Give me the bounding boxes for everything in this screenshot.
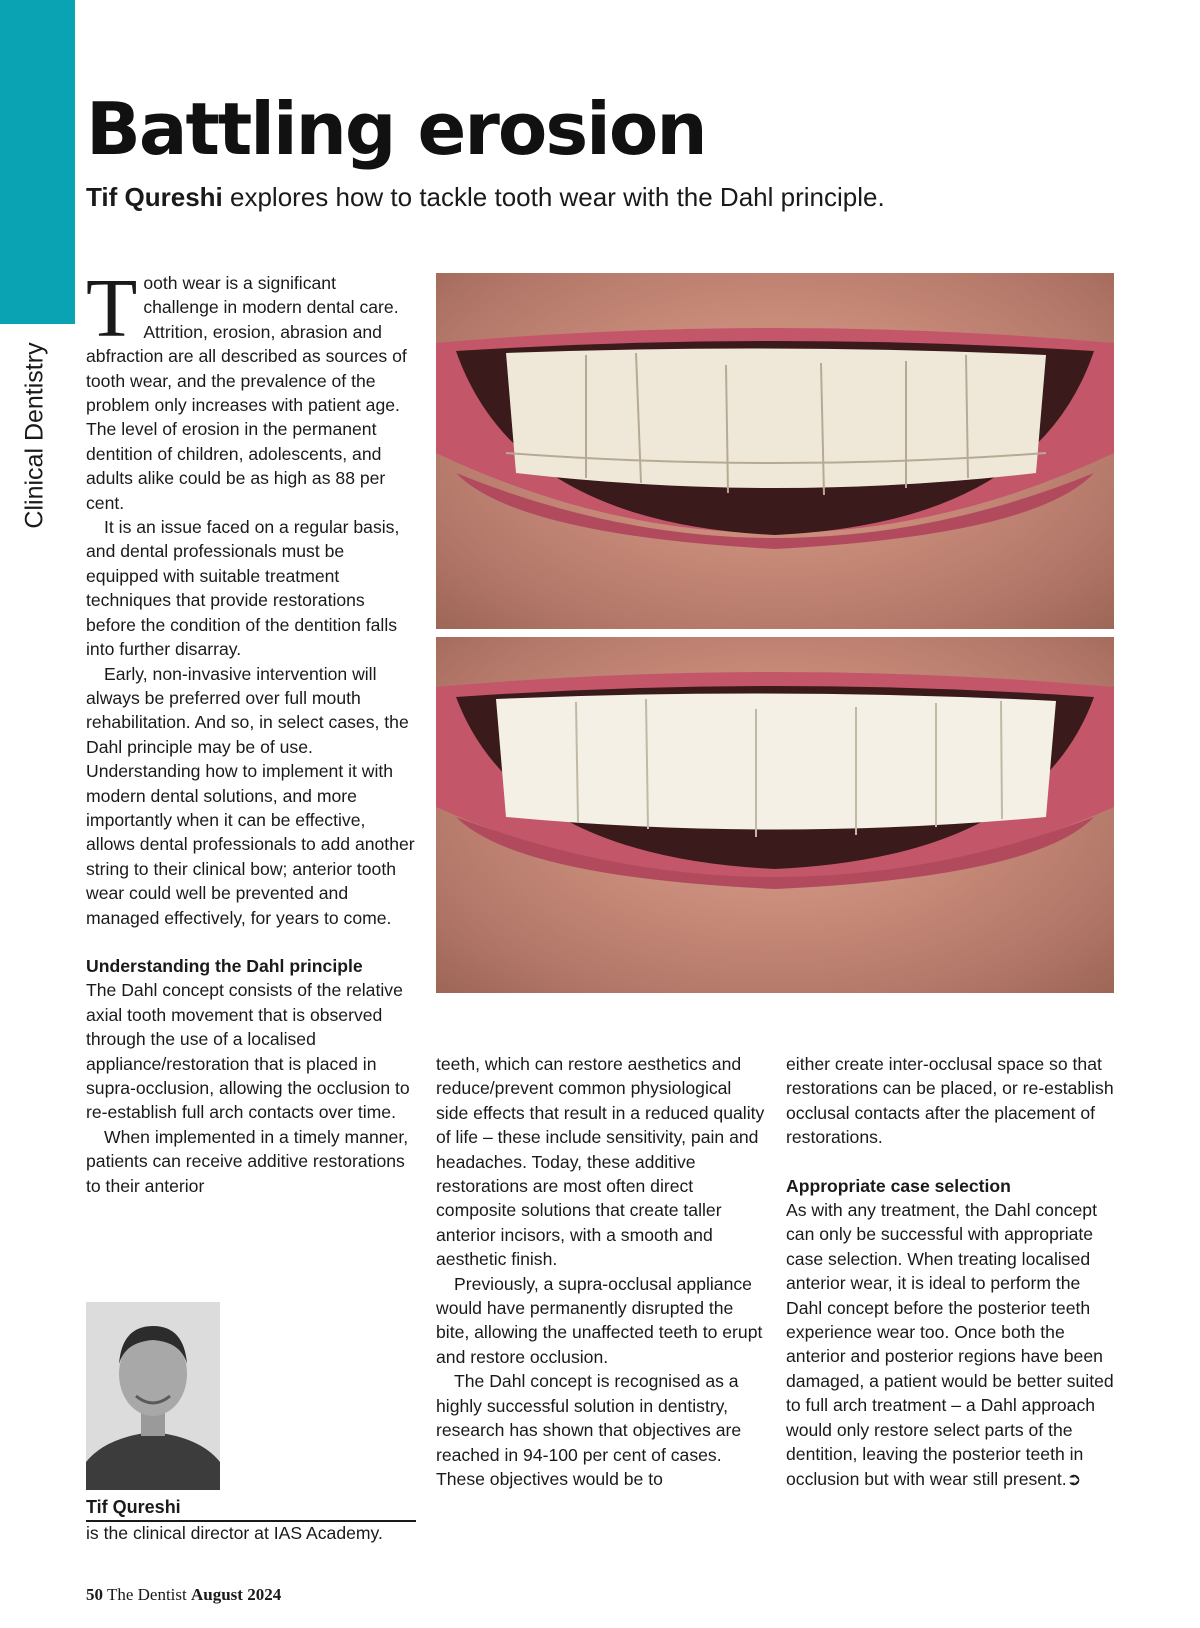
publication-name: The Dentist — [106, 1585, 187, 1604]
article-column-2 — [436, 1052, 766, 1491]
paragraph: either create inter-occlusal space so that restorations can be placed, or re-establish occlusal contacts after the placement of restorations. — [786, 1054, 1114, 1148]
subheading-dahl-principle: Understanding the Dahl principle — [86, 955, 363, 976]
end-of-page-arrow-icon: ➲ — [1066, 1468, 1082, 1489]
standfirst — [86, 182, 885, 213]
article-column-1 — [86, 262, 416, 1198]
author-portrait — [86, 1302, 220, 1490]
page-number: 50 — [86, 1585, 103, 1604]
standfirst-text: explores how to tackle tooth wear with the Dahl principle. — [222, 182, 885, 212]
smile-before-illustration — [436, 273, 1114, 629]
paragraph: When implemented in a timely manner, patients can receive additive restorations to their anterior — [86, 1126, 409, 1196]
subheading-case-selection: Appropriate case selection — [786, 1175, 1011, 1196]
standfirst-author: Tif Qureshi — [86, 182, 223, 212]
headline: Battling erosion — [86, 87, 706, 171]
paragraph: Early, non-invasive intervention will always be preferred over full mouth rehabilitation. And so, in select cases, the Dahl principle may be of use. Understanding how to implement it with modern dental solutions, and more importantly when it can be effective, allows dental professionals to add another string to their clinical bow; anterior tooth wear could well be prevented and managed effectively, for years to come. — [86, 663, 415, 928]
issue-date: August 2024 — [191, 1585, 282, 1604]
section-color-bar — [0, 0, 75, 324]
paragraph: It is an issue faced on a regular basis, and dental professionals must be equipped with suitable treatment techniques that provide restorations before the condition of the dentition falls into further disarray. — [86, 517, 400, 660]
paragraph: Previously, a supra-occlusal appliance would have permanently disrupted the bite, allowing the unaffected teeth to erupt and restore occlusion. — [436, 1273, 763, 1367]
person-icon — [86, 1302, 220, 1490]
author-role: is the clinical director at IAS Academy. — [86, 1523, 383, 1543]
smile-after-illustration — [436, 637, 1114, 993]
paragraph: The Dahl concept consists of the relative axial tooth movement that is observed through the use of a localised appliance/restoration that is placed in supra-occlusion, allowing the occlusion to re-establish full arch contacts over time. — [86, 980, 410, 1123]
page-footer — [86, 1585, 281, 1605]
after-treatment-photo — [436, 637, 1114, 993]
paragraph: As with any treatment, the Dahl concept can only be successful with appropriate case selection. When treating localised anterior wear, it is ideal to perform the Dahl concept before the posterior teeth experience wear too. Once both the anterior and posterior regions have been damaged, a patient would be better suited to full arch treatment – a Dahl approach would only restore select parts of the dentition, leaving the posterior teeth in occlusion but with wear still present.➲ — [786, 1200, 1114, 1489]
paragraph: Tooth wear is a significant challenge in modern dental care. Attrition, erosion, abrasion and abfraction are all described as sources of tooth wear, and the prevalence of the problem only increases with patient age. The level of erosion in the permanent dentition of children, adolescents, and adults alike could be as high as 88 per cent. — [86, 262, 407, 513]
paragraph: teeth, which can restore aesthetics and reduce/prevent common physiological side effects that result in a reduced quality of life – these include sensitivity, pain and headaches. Today, these additive restorations are most often direct composite solutions that create taller anterior incisors, with a smooth and aesthetic finish. — [436, 1054, 765, 1270]
section-label: Clinical Dentistry — [20, 341, 49, 529]
article-column-3 — [786, 1052, 1116, 1491]
before-treatment-photo — [436, 273, 1114, 629]
drop-cap: T — [86, 262, 138, 355]
paragraph: The Dahl concept is recognised as a highly successful solution in dentistry, research has shown that objectives are reached in 94-100 per cent of cases. These objectives would be to — [436, 1371, 742, 1489]
author-name: Tif Qureshi — [86, 1497, 416, 1522]
